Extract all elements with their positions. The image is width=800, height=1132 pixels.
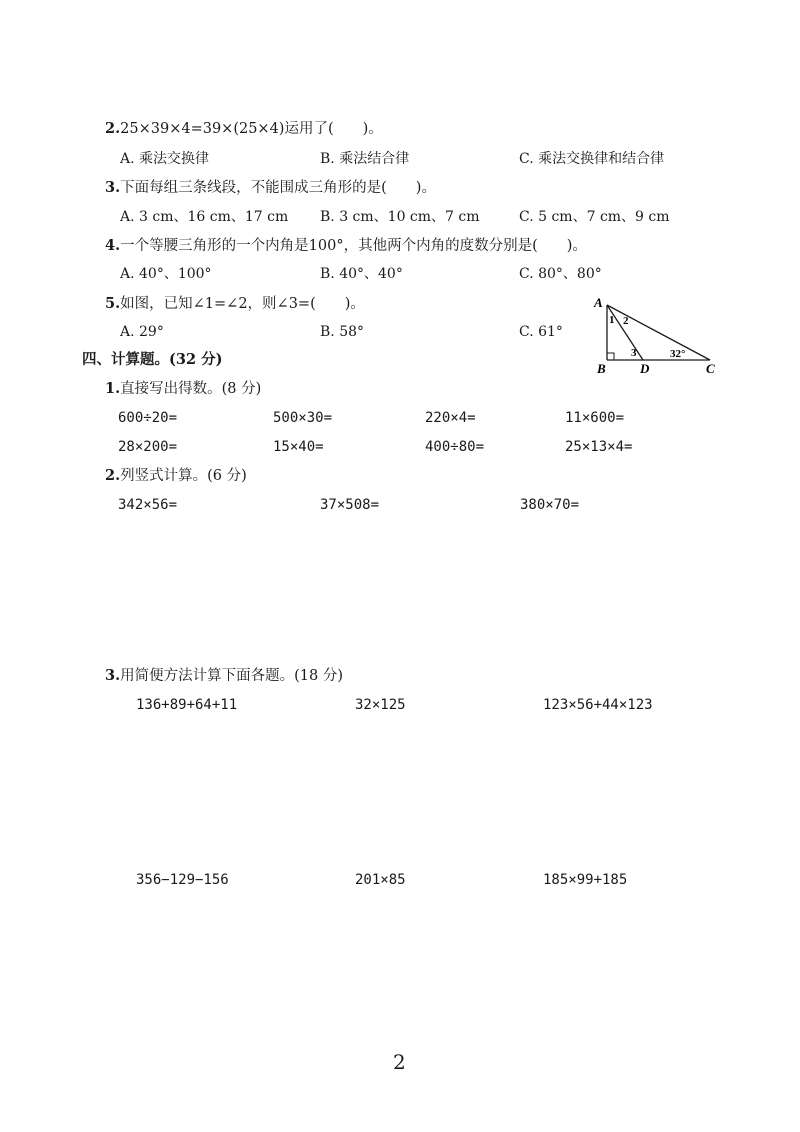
subsection-number: 3.: [105, 667, 121, 684]
label-c: C: [706, 361, 715, 376]
q5-option-a: A. 29°: [120, 324, 164, 340]
q2-option-a: A. 乘法交换律: [120, 151, 210, 167]
question-number: 5.: [105, 295, 121, 312]
label-b: B: [597, 361, 606, 376]
oral-calc-item: 220×4=: [425, 410, 476, 426]
question-4: [105, 237, 587, 255]
oral-calc-item: 500×30=: [273, 410, 333, 426]
subsection-text: 列竖式计算。(6 分): [120, 468, 247, 484]
question-5: [105, 295, 365, 313]
question-3: [105, 179, 436, 197]
oral-calc-item: 11×600=: [565, 410, 625, 426]
side-ac: [607, 305, 710, 360]
angle-2-label: 2: [623, 315, 629, 327]
q2-option-c: C. 乘法交换律和结合律: [519, 151, 665, 167]
q2-option-b: B. 乘法结合律: [320, 151, 410, 167]
question-text: 下面每组三条线段，不能围成三角形的是( )。: [120, 180, 436, 196]
section-title: 四、计算题。(32 分): [82, 351, 223, 368]
simplify-calc-item: 356−129−156: [136, 872, 229, 888]
simplify-calc-item: 123×56+44×123: [543, 697, 653, 713]
vertical-calc-item: 342×56=: [118, 497, 178, 513]
subsection-text: 直接写出得数。(8 分): [120, 381, 262, 397]
vertical-calc-item: 37×508=: [320, 497, 380, 513]
subsection-text: 用简便方法计算下面各题。(18 分): [120, 668, 344, 684]
question-number: 4.: [105, 237, 121, 254]
question-2: [105, 120, 383, 138]
subsection-1-title: [105, 380, 261, 398]
q3-option-a: A. 3 cm、16 cm、17 cm: [120, 209, 289, 225]
subsection-number: 2.: [105, 467, 121, 484]
simplify-calc-item: 136+89+64+11: [136, 697, 238, 713]
oral-calc-item: 25×13×4=: [565, 439, 633, 455]
subsection-3-title: [105, 667, 343, 685]
simplify-calc-item: 201×85: [355, 872, 406, 888]
q4-option-b: B. 40°、40°: [320, 266, 403, 282]
question-number: 3.: [105, 179, 121, 196]
oral-calc-item: 15×40=: [273, 439, 324, 455]
simplify-calc-item: 185×99+185: [543, 872, 628, 888]
question-text: 一个等腰三角形的一个内角是100°，其他两个内角的度数分别是( )。: [120, 238, 587, 254]
subsection-2-title: [105, 467, 247, 485]
question-number: 2.: [105, 120, 121, 137]
page-number: 2: [393, 1050, 406, 1074]
q3-option-c: C. 5 cm、7 cm、9 cm: [519, 209, 670, 225]
q3-option-b: B. 3 cm、10 cm、7 cm: [320, 209, 480, 225]
oral-calc-item: 400÷80=: [425, 439, 485, 455]
angle-c-label: 32°: [670, 348, 686, 360]
oral-calc-item: 600÷20=: [118, 410, 178, 426]
label-a: A: [594, 295, 603, 310]
q4-option-c: C. 80°、80°: [519, 266, 602, 282]
oral-calc-item: 28×200=: [118, 439, 178, 455]
triangle-figure: [585, 290, 725, 380]
angle-3-label: 3: [631, 347, 637, 359]
question-text: 如图，已知∠1=∠2，则∠3=( )。: [120, 296, 365, 312]
angle-1-label: 1: [609, 314, 615, 326]
q4-option-a: A. 40°、100°: [120, 266, 212, 282]
vertical-calc-item: 380×70=: [520, 497, 580, 513]
q5-option-c: C. 61°: [519, 324, 563, 340]
right-angle-mark: [607, 353, 614, 360]
simplify-calc-item: 32×125: [355, 697, 406, 713]
label-d: D: [640, 361, 650, 376]
subsection-number: 1.: [105, 380, 121, 397]
q5-option-b: B. 58°: [320, 324, 365, 340]
question-text: 25×39×4=39×(25×4)运用了( )。: [120, 121, 383, 137]
